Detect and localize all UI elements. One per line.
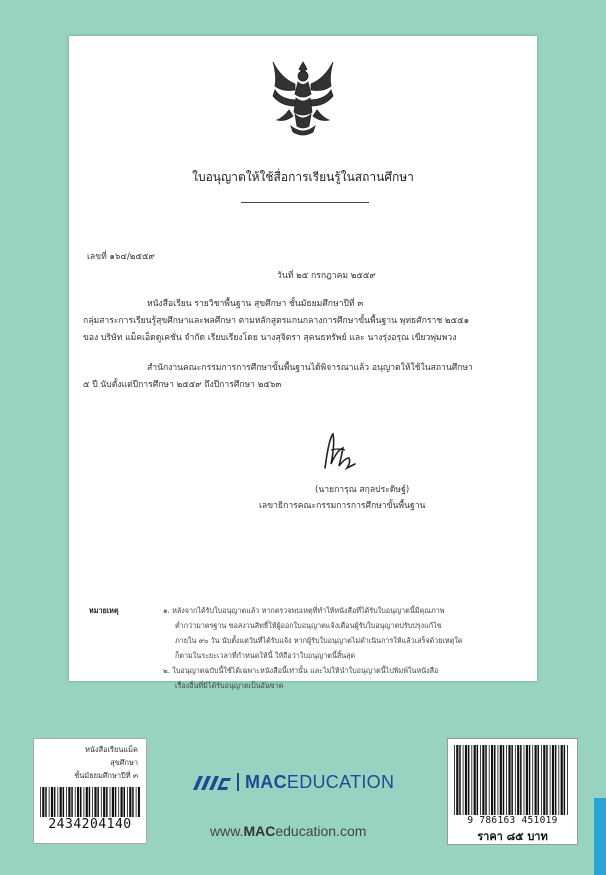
brand-name: MACEDUCATION [245, 772, 395, 792]
spine-accent [594, 798, 606, 875]
note-line: ต่ำกว่ามาตรฐาน ขอสงวนสิทธิ์ให้ผู้ออกใบอนุญาตแจ้งเตือนผู้รับใบอนุญาตปรับปรุงแก้ไข [175, 621, 442, 630]
license-document [69, 36, 537, 690]
isbn-barcode-box [447, 738, 578, 845]
para1-line1: หนังสือเรียน รายวิชาพื้นฐาน สุขศึกษา ชั้นมัธยมศึกษาปีที่ ๓ [147, 299, 364, 309]
para2-line1: สำนักงานคณะกรรมการการศึกษาขั้นพื้นฐานได้พิจารณาแล้ว อนุญาตให้ใช้ในสถานศึกษา [147, 363, 473, 373]
subject-line: สุขศึกษา [110, 758, 138, 767]
signer-name: (นายการุณ สกุลประดิษฐ์) [315, 485, 410, 495]
brand-logo [193, 771, 418, 793]
series-line: หนังสือเรียนแม็ค [85, 745, 138, 754]
price-text: ราคา ๘๕ บาท [477, 830, 548, 843]
signer-title: เลขาธิการคณะกรรมการการศึกษาขั้นพื้นฐาน [259, 501, 426, 511]
note-line: ภายใน ๙๐ วัน นับตั้งแต่วันที่ได้รับแจ้ง หากผู้รับใบอนุญาตไม่ดำเนินการให้แล้วเสร็จด้วยเหตุใด [175, 636, 463, 645]
signature-icon [317, 428, 359, 480]
para2-line2: ๕ ปี นับตั้งแต่ปีการศึกษา ๒๕๕๙ ถึงปีการศึกษา ๒๕๖๓ [83, 380, 282, 390]
series-label [33, 738, 147, 844]
label-barcode-icon [40, 787, 140, 819]
note-line: ก็ตามในระยะเวลาที่กำหนดให้นี้ ให้ถือว่าใบอนุญาตนี้สิ้นสุด [175, 651, 356, 660]
note-line: ๑. หลังจากได้รับใบอนุญาตแล้ว หากตรวจพบเหตุที่ทำให้หนังสือที่ได้รับใบอนุญาตนี้มีคุณภาพ [163, 606, 445, 615]
para1-line3: ของ บริษัท แม็คเอ็ดดูเคชั่น จำกัด เรียบเรียงโดย นางสุจิตรา สุคนธทรัพย์ และ นางรุ่งอรุณ เขียวพุ่มพวง [83, 333, 457, 343]
website-url[interactable]: www.MACeducation.com [210, 823, 367, 839]
license-date: วันที่ ๒๕ กรกฎาคม ๒๕๕๙ [277, 271, 376, 281]
brand-divider [237, 773, 239, 791]
notes-heading: หมายเหตุ [89, 606, 119, 615]
note-line: เรื่องอื่นที่มิได้รับอนุญาตเป็นอันขาด [175, 681, 284, 690]
license-number: เลขที่ ๑๖๔/๒๕๕๙ [87, 252, 155, 262]
para1-line2: กลุ่มสาระการเรียนรู้สุขศึกษาและพลศึกษา ตามหลักสูตรแกนกลางการศึกษาขั้นพื้นฐาน พุทธศักราช ๒๕๕๑ [83, 316, 470, 326]
isbn-barcode-icon [454, 745, 571, 815]
isbn-number: 9 786163 451019 [467, 815, 558, 826]
label-barcode-number: 2434204140 [48, 817, 132, 832]
title-underline [241, 202, 369, 203]
mac-logo-icon [193, 772, 231, 792]
document-title: ใบอนุญาตให้ใช้สื่อการเรียนรู้ในสถานศึกษา [192, 170, 414, 184]
note-line: ๒. ใบอนุญาตฉบับนี้ใช้ได้เฉพาะหนังสือนี้เท่านั้น และไม่ให้นำใบอนุญาตนี้ไปพิมพ์ในหนังสือ [163, 666, 439, 675]
garuda-emblem-icon [265, 54, 341, 138]
grade-line: ชั้นมัธยมศึกษาปีที่ ๓ [74, 771, 138, 780]
